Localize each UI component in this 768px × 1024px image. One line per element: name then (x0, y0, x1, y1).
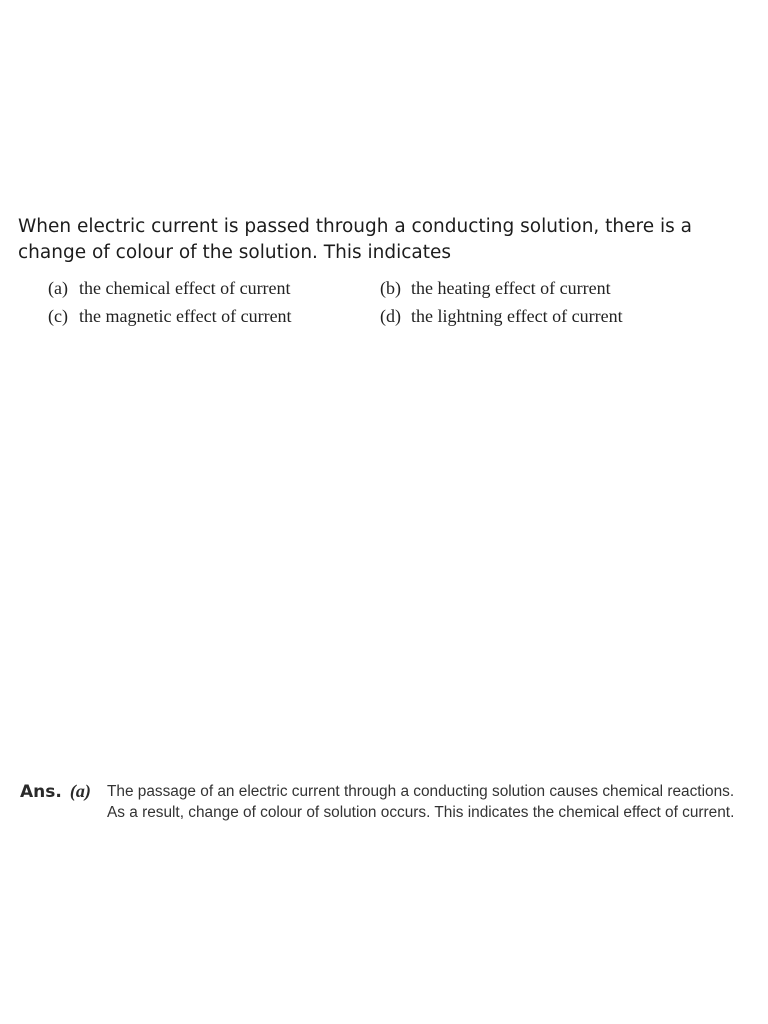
options-row (48, 302, 728, 330)
option-b-letter: (b) (380, 278, 401, 298)
option-c-letter: (c) (48, 306, 68, 326)
option-a-letter: (a) (48, 278, 68, 298)
option-b (380, 274, 611, 302)
option-c-text: the magnetic effect of current (79, 306, 292, 326)
option-c (48, 302, 380, 330)
option-b-text: the heating effect of current (411, 278, 611, 298)
answer-heading (20, 780, 107, 823)
option-a-text: the chemical effect of current (79, 278, 291, 298)
option-d-text: the lightning effect of current (411, 306, 623, 326)
option-d-letter: (d) (380, 306, 401, 326)
option-d (380, 302, 623, 330)
options-row (48, 274, 728, 302)
answer-label: Ans. (20, 782, 62, 802)
answer-block (20, 780, 745, 823)
option-a (48, 274, 380, 302)
question-text: When electric current is passed through a conducting solution, there is a change of colour of the solution. This indicates (18, 216, 692, 263)
answer-explanation: The passage of an electric current through a conducting solution causes chemical reactions. As a result, change of colour of solution occurs. This indicates the chemical effect of current. (107, 783, 735, 821)
options-grid (48, 274, 728, 330)
answer-option: (a) (69, 781, 91, 801)
